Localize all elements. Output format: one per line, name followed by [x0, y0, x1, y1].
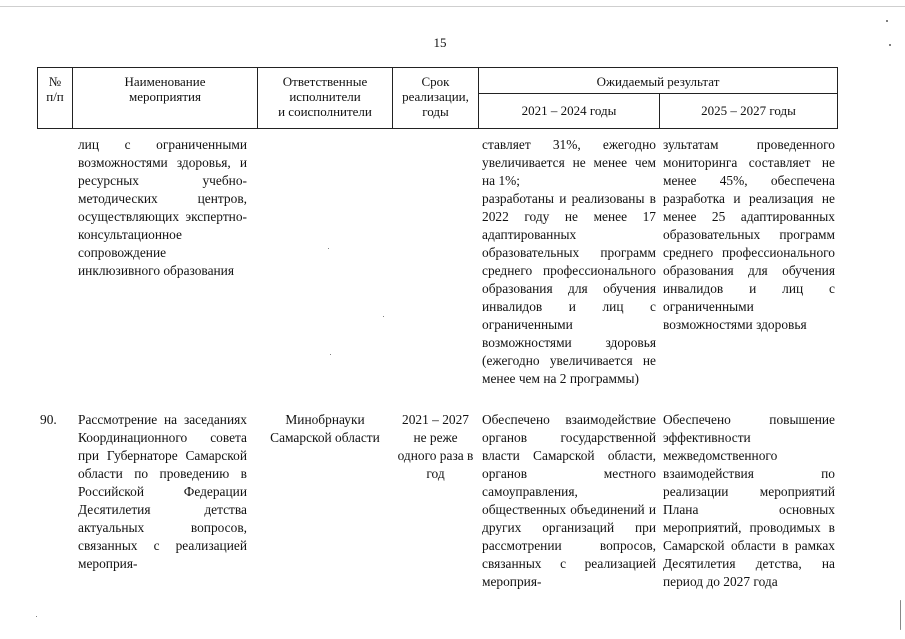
- scan-edge-mark: [900, 600, 901, 630]
- row-90-result-2025-2027: Обеспечено повышение эффективности межведомственного взаимодействия по реализации мероприятий Плана основных мероприятий, проводимых в Самарской области в рамках Десятилетия детства, на период до 2027 года: [663, 412, 835, 589]
- scan-speck: [330, 354, 331, 355]
- scan-speck: [889, 44, 891, 46]
- scan-speck: [886, 20, 888, 22]
- table-top-border: [37, 67, 838, 68]
- row-continuation-name: лиц с ограниченными возможностями здоровья, и ресурсных учебно-методических центров, осуществляющих экспертно-консультационное сопровождение инклюзивного образования: [78, 137, 247, 278]
- row-continuation-result-2021-2024: ставляет 31%, ежегодно увеличивается не менее чем на 1%; разработаны и реализованы в 2022 году не менее 17 адаптированных образовательных программ среднего профессионального образования для обучения инвалидов и лиц с ограниченными возможностями здоровья (ежегодно увеличивается не менее чем на 2 программы): [482, 137, 656, 386]
- scan-speck: [328, 248, 329, 249]
- header-period-2021-2024: 2021 – 2024 годы: [521, 103, 617, 118]
- header-expected-result: Ожидаемый результат: [596, 74, 720, 89]
- expected-subheader-divider: [478, 93, 838, 94]
- row-90-number: 90.: [40, 412, 57, 427]
- header-number: № п/п: [46, 74, 64, 104]
- scan-speck: [36, 616, 37, 617]
- header-responsible: Ответственные исполнители и соисполнители: [278, 74, 372, 119]
- header-period-2025-2027: 2025 – 2027 годы: [701, 103, 796, 118]
- row-continuation-result-2025-2027: зультатам проведенного мониторинга составляет не менее 45%, обеспечена разработка и реализация не менее 25 адаптированных образовательных программ среднего профессионального образования для обучения инвалидов и лиц с ограниченными возможностями здоровья: [663, 137, 835, 332]
- scan-speck: [383, 316, 384, 317]
- page-number: 15: [433, 35, 447, 50]
- header-term: Срок реализации, годы: [402, 74, 469, 119]
- header-bottom-border: [37, 128, 838, 129]
- row-90-responsible: Минобрнауки Самарской области: [270, 412, 380, 445]
- scan-edge-line: [0, 6, 905, 7]
- row-90-term: 2021 – 2027 не реже одного раза в год: [397, 412, 474, 481]
- row-90-result-2021-2024: Обеспечено взаимодействие органов государственной власти Самарской области, органов местного самоуправления, общественных объединений и других организаций при рассмотрении вопросов, связанных с реализацией мероприя-: [482, 412, 656, 589]
- header-name: Наименование мероприятия: [124, 74, 206, 104]
- table-right-border: [837, 67, 838, 129]
- row-90-name: Рассмотрение на заседаниях Координационного совета при Губернаторе Самарской области по проведению в Российской Федерации Десятилетия детства актуальных вопросов, связанных с реализацией мероприя-: [78, 412, 247, 571]
